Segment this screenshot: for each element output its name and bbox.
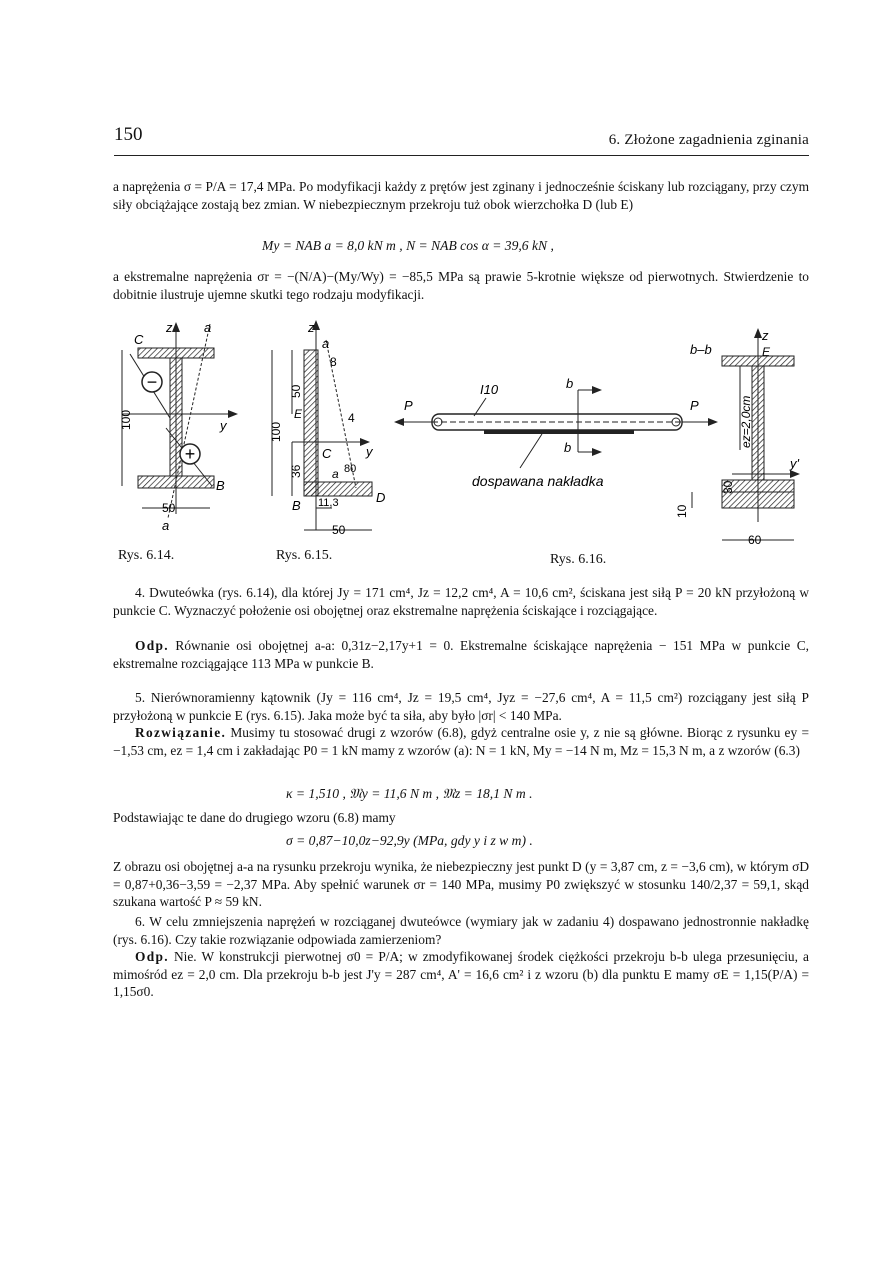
force-p-right-arrow bbox=[708, 418, 718, 426]
answer-label: Odp. bbox=[135, 638, 169, 653]
dim-4-label: 4 bbox=[348, 411, 355, 425]
formula-sigma: σ = 0,87−10,0z−92,9y (MPa, gdy y i z w m) . bbox=[286, 833, 533, 848]
label-nakladka: dospawana nakładka bbox=[472, 473, 604, 489]
label-y-prime: y' bbox=[790, 456, 799, 471]
header-rule bbox=[114, 155, 809, 156]
figure-6-14 bbox=[108, 318, 258, 540]
answer-text: Nie. W konstrukcji pierwotnej σ0 = P/A; w zmodyfikowanej środek ciężkości przekroju b-b ulega przesunięciu, a mimośród ez = 2,0 cm. Dla przekroju b-b jest J'y = 287 cm⁴, A' = 16,6 cm² i z wzoru (b) dla punktu E mamy σE = 1,15(P/A) = 1,15σ0. bbox=[113, 949, 809, 1000]
dim-30-label: 30 bbox=[721, 480, 735, 494]
problem-5-conclusion: Z obrazu osi obojętnej a-a na rysunku przekroju wynika, że niebezpieczny jest punkt D (y = 3,87 cm, z = −3,6 cm), w którym σD = 0,87+0,36−3,59 = −2,37 MPa. Aby spełnić warunek σr = 140 MPa, musimy P0 zwiększyć w stosunku 140/2,37 = 59,1, skąd szukana wartość P ≈ 59 kN. bbox=[113, 859, 809, 910]
label-b: B bbox=[292, 498, 301, 513]
label-e: E bbox=[294, 407, 303, 421]
label-c: C bbox=[134, 332, 144, 347]
label-z: z bbox=[166, 320, 173, 335]
nakladka-leader bbox=[520, 434, 542, 468]
dim-11-3-label: 11,3 bbox=[318, 497, 339, 509]
answer-text: Równanie osi obojętnej a-a: 0,31z−2,17y+1 = 0. Ekstremalne ściskające naprężenia − 151 MPa w punkcie C, ekstremalne rozciągające 113 MPa w punkcie B. bbox=[113, 638, 809, 671]
dim-50-label: 50 bbox=[162, 501, 176, 515]
caption-6-14: Rys. 6.14. bbox=[118, 548, 175, 563]
problem-5-substitution: Podstawiając te dane do drugiego wzoru (6.8) mamy bbox=[113, 810, 396, 825]
label-y: y bbox=[366, 444, 373, 459]
label-e: E bbox=[762, 345, 771, 359]
dim-ez-label: ez=2,0cm bbox=[739, 395, 753, 448]
problem-4-answer bbox=[113, 637, 809, 672]
figure-6-15 bbox=[262, 318, 390, 540]
dim-80-label: 80 bbox=[344, 463, 357, 475]
problem-4-statement: 4. Dwuteówka (rys. 6.14), dla której Jy = 171 cm⁴, Jz = 12,2 cm⁴, A = 10,6 cm², ściskana jest siłą P = 20 kN przyłożoną w punkcie C. Wyznaczyć położenie osi obojętnej oraz ekstremalne naprężenia ściskające i rozciągające. bbox=[113, 585, 809, 618]
label-b: B bbox=[216, 478, 225, 493]
force-p-left-arrow bbox=[394, 418, 404, 426]
plus-sign: + bbox=[184, 444, 196, 464]
intro-paragraph-2: a ekstremalne naprężenia σr = −(N/A)−(My/Wy) = −85,5 MPa są prawie 5-krotnie większe od pierwotnych. Stwierdzenie to dobitnie ilustruje ujemne skutki tego rodzaju modyfikacji. bbox=[113, 269, 809, 302]
y-axis-arrow bbox=[228, 410, 238, 418]
dim-36-label: 36 bbox=[289, 464, 303, 478]
formula-kappa: κ = 1,510 , 𝔐y = 11,6 N m , 𝔐z = 18,1 N m . bbox=[286, 786, 533, 801]
label-b-bottom: b bbox=[564, 440, 572, 455]
dim-10-label: 10 bbox=[675, 504, 689, 518]
dim-8-label: 8 bbox=[330, 355, 337, 369]
dim-50-vertical-label: 50 bbox=[289, 384, 303, 398]
dim-100-label: 100 bbox=[269, 421, 283, 442]
label-a-bottom: a bbox=[162, 518, 170, 533]
dim-60-label: 60 bbox=[748, 533, 762, 547]
minus-sign: − bbox=[146, 372, 158, 392]
label-p-left: P bbox=[404, 398, 413, 413]
section-arrow-top-head bbox=[592, 386, 602, 394]
i10-leader bbox=[474, 398, 486, 416]
angle-horizontal-leg bbox=[304, 482, 372, 496]
solution-label: Rozwiązanie. bbox=[135, 725, 227, 740]
label-p-right: P bbox=[690, 398, 699, 413]
label-a: a bbox=[322, 336, 330, 351]
problem-5-statement: 5. Nierównoramienny kątownik (Jy = 116 cm⁴, Jz = 19,5 cm⁴, Jyz = −27,6 cm⁴, A = 11,5 cm²) rozciągany jest siłą P przyłożoną w punkcie E (rys. 6.15). Jaka może być ta siła, aby było |σr| < 140 MPa. bbox=[113, 690, 809, 723]
figure-6-16 bbox=[392, 318, 812, 550]
label-alpha: a bbox=[332, 467, 339, 481]
label-section-b-b: b–b bbox=[690, 342, 712, 357]
label-a-top: a bbox=[204, 320, 212, 335]
welded-plate bbox=[484, 430, 634, 434]
problem-6-answer bbox=[113, 948, 809, 1001]
problem-6-statement: 6. W celu zmniejszenia naprężeń w rozciąganej dwuteówce (wymiary jak w zadaniu 4) dospawano jednostronnie nakładkę (rys. 6.16). Czy takie rozwiązanie odpowiada zamierzeniom? bbox=[113, 914, 809, 947]
caption-6-15: Rys. 6.15. bbox=[276, 548, 333, 563]
intro-paragraph-1: a naprężenia σ = P/A = 17,4 MPa. Po modyfikacji każdy z prętów jest zginany i jednocześnie ściskany lub rozciągany, przy czym siły obciążające zostają bez zmian. W niebezpiecznym przekroju tuż obok wierzchołka D (lub E) bbox=[113, 179, 809, 212]
label-z: z bbox=[762, 328, 769, 343]
label-b-top: b bbox=[566, 376, 574, 391]
label-i10: I10 bbox=[480, 382, 499, 397]
dim-50-horizontal-label: 50 bbox=[332, 523, 346, 537]
page-number: 150 bbox=[114, 124, 143, 145]
z-axis-arrow bbox=[172, 322, 180, 332]
label-c: C bbox=[322, 446, 332, 461]
solution-text: Musimy tu stosować drugi z wzorów (6.8), gdyż centralne osie y, z nie są główne. Biorąc z rysunku ey = −1,53 cm, ez = 1,4 cm i zakładając P0 = 1 kN mamy z wzorów (a): N = 1 kN, My = −14 N m, Mz = 15,3 N m, a z wzorów (6.3) bbox=[113, 725, 809, 758]
section-arrow-bottom-head bbox=[592, 448, 602, 456]
label-z: z bbox=[308, 320, 315, 335]
problem-5-solution bbox=[113, 724, 809, 759]
formula-moment: My = NAB a = 8,0 kN m , N = NAB cos α = 39,6 kN , bbox=[262, 238, 554, 253]
label-d: D bbox=[376, 490, 386, 505]
answer-label: Odp. bbox=[135, 949, 169, 964]
label-y: y bbox=[220, 418, 227, 433]
running-head: 6. Złożone zagadnienia zginania bbox=[608, 132, 809, 148]
section-z-axis-arrow bbox=[754, 328, 762, 338]
caption-6-16: Rys. 6.16. bbox=[550, 552, 607, 567]
section-y-axis-arrow bbox=[790, 470, 800, 478]
dim-100-label: 100 bbox=[119, 409, 133, 430]
